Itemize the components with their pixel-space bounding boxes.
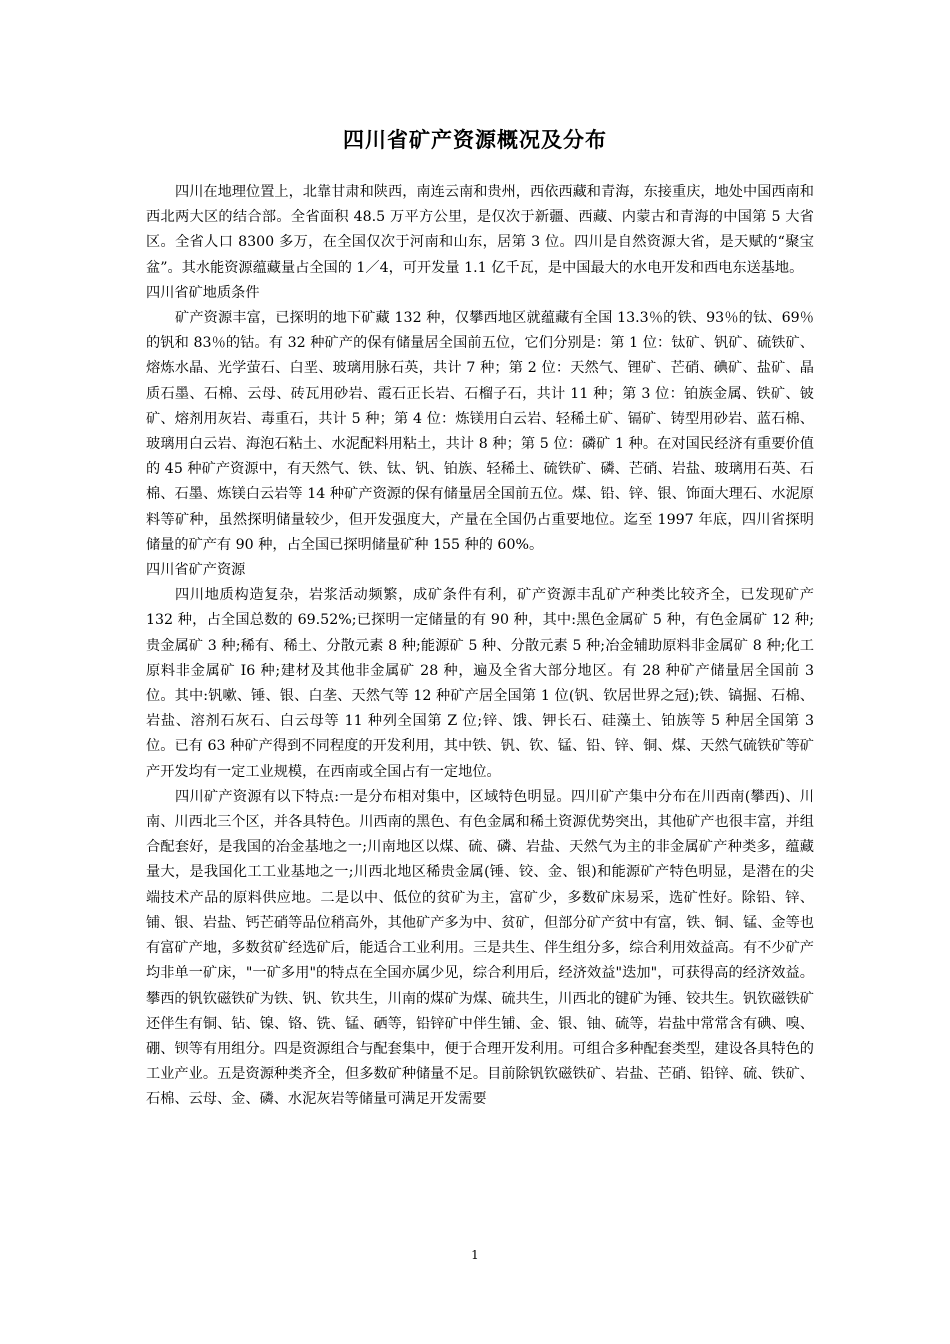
- paragraph-resources: 四川地质构造复杂，岩浆活动频繁，成矿条件有利，矿产资源丰乱矿产种类比较齐全，已发现矿产 132 种，占全国总数的 69.52%;已探明一定储量的有 90 种，其中:黑色金属矿 5 种，有色金属矿 12 种;贵金属矿 3 种;稀有、稀土、分散元素 8 种;能源矿 5 种、分散元素 5 种;冶金辅助原料非金属矿 8 种;化工原料非金属矿 I6 种;建材及其他非金属矿 28 种，遍及全省大部分地区。有 28 种矿产储量居全国前 3 位。其中:钒嗽、锤、银、白垄、天然气等 12 种矿产居全国第 1 位(钒、钦居世界之冠);铁、镐掘、石棉、岩盐、溶剂石灰石、白云母等 11 种列全国第 Z 位;锌、饿、钾长石、硅藻土、铂族等 5 种居全国第 3 位。已有 63 种矿产得到不同程度的开发利用，其中铁、钒、钦、锰、铅、锌、铜、煤、天然气硫铁矿等矿产开发均有一定工业规模，在西南或全国占有一定地位。: [146, 587, 814, 780]
- paragraph-geology: 矿产资源丰富，已探明的地下矿藏 132 种，仅攀西地区就蕴藏有全国 13.3％的铁、93％的钛、69％的钒和 83％的钴。有 32 种矿产的保有储量居全国前五位，它们分别是：第 1 位：钛矿、钒矿、硫铁矿、熔炼水晶、光学萤石、白垩、玻璃用脉石英，共计 7 种；第 2 位：天然气、锂矿、芒硝、碘矿、盐矿、晶质石墨、石棉、云母、砖瓦用砂岩、霞石正长岩、石榴子石，共计 11 种；第 3 位：铂族金属、铁矿、铍矿、熔剂用灰岩、毒重石，共计 5 种；第 4 位：炼镁用白云岩、轻稀土矿、镉矿、铸型用砂岩、蓝石棉、玻璃用白云岩、海泡石粘土、水泥配料用粘土，共计 8 种；第 5 位：磷矿 1 种。在对国民经济有重要价值的 45 种矿产资源中，有天然气、铁、钛、钒、铂族、轻稀土、硫铁矿、磷、芒硝、岩盐、玻璃用石英、石棉、石墨、炼镁白云岩等 14 种矿产资源的保有储量居全国前五位。煤、铅、锌、银、饰面大理石、水泥原料等矿种，虽然探明储量较少，但开发强度大，产量在全国仍占重要地位。迄至 1997 年底，四川省探明储量的矿产有 90 种，占全国已探明储量矿种 155 种的 60%。: [146, 310, 814, 553]
- document-body: [146, 180, 814, 1113]
- paragraph-intro: 四川在地理位置上，北靠甘肃和陕西，南连云南和贵州，西依西藏和青海，东接重庆，地处中国西南和西北两大区的结合部。全省面积 48.5 万平方公里，是仅次于新疆、西藏、内蒙古和青海的中国第 5 大省区。全省人口 8300 多万，在全国仅次于河南和山东，居第 3 位。四川是自然资源大省，是天赋的“聚宝盆”。其水能资源蕴藏量占全国的 1／4，可开发量 1.1 亿千瓦，是中国最大的水电开发和西电东送基地。: [146, 184, 814, 276]
- section-heading-resources: 四川省矿产资源: [146, 562, 246, 579]
- document-title: 四川省矿产资源概况及分布: [343, 127, 607, 152]
- paragraph-characteristics: 四川矿产资源有以下特点:一是分布相对集中，区域特色明显。四川矿产集中分布在川西南(攀西)、川南、川西北三个区，并各具特色。川西南的黑色、有色金属和稀土资源优势突出，其他矿产也很丰富，并组合配套好，是我国的冶金基地之一;川南地区以煤、硫、磷、岩盐、天然气为主的非金属矿产种类多，蕴藏量大，是我国化工工业基地之一;川西北地区稀贵金属(锤、铰、金、银)和能源矿产特色明显，是潜在的尖端技术产品的原料供应地。二是以中、低位的贫矿为主，富矿少，多数矿床易采，选矿性好。除铅、锌、铺、银、岩盐、钙芒硝等品位稍高外，其他矿产多为中、贫矿，但部分矿产贫中有富，铁、铜、锰、金等也有富矿产地，多数贫矿经选矿后，能适合工业利用。三是共生、伴生组分多，综合利用效益高。有不少矿产均非单一矿床，"一矿多用"的特点在全国亦属少见，综合利用后，经济效益"迭加"，可获得高的经济效益。攀西的钒钦磁铁矿为铁、钒、钦共生，川南的煤矿为煤、硫共生，川西北的键矿为锤、铰共生。钒钦磁铁矿还伴生有铜、钻、镍、铬、铣、锰、硒等，铅锌矿中伴生铺、金、银、铀、硫等，岩盐中常常含有碘、嗅、硼、钡等有用组分。四是资源组合与配套集中，便于合理开发利用。可组合多种配套类型，建设各具特色的工业产业。五是资源种类齐全，但多数矿种储量不足。目前除钒钦磁铁矿、岩盐、芒硝、铅锌、硫、铁矿、石棉、云母、金、磷、水泥灰岩等储量可满足开发需要: [146, 788, 814, 1108]
- page-number: 1: [471, 1248, 479, 1262]
- section-heading-geology: 四川省矿地质条件: [146, 284, 260, 301]
